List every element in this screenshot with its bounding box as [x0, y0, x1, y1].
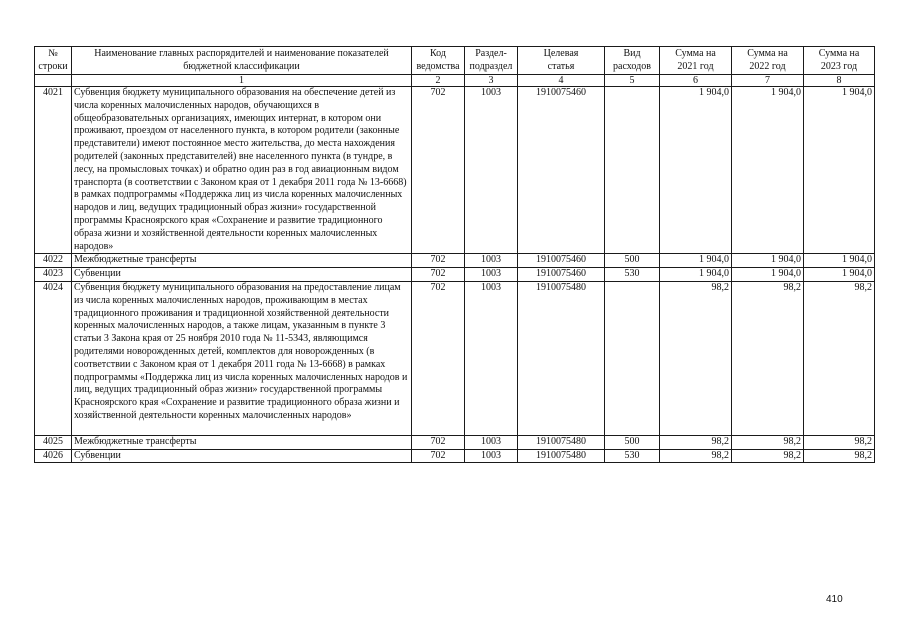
row-sum-2021: 1 904,0 — [660, 254, 732, 268]
row-sum-2023: 1 904,0 — [804, 87, 875, 254]
row-number: 4021 — [35, 87, 72, 254]
column-number-cell: 6 — [660, 75, 732, 87]
row-section: 1003 — [465, 281, 518, 435]
row-section: 1003 — [465, 254, 518, 268]
row-article: 1910075480 — [518, 281, 605, 435]
row-sum-2022: 98,2 — [732, 435, 804, 449]
row-dept-code: 702 — [412, 435, 465, 449]
row-name: Субвенции — [72, 268, 412, 282]
row-number: 4024 — [35, 281, 72, 435]
budget-table-sheet — [34, 46, 875, 463]
header-name: Наименование главных распорядителей и наименование показателей бюджетной классификации — [72, 47, 412, 75]
column-number-cell: 4 — [518, 75, 605, 87]
row-dept-code: 702 — [412, 254, 465, 268]
row-number: 4025 — [35, 435, 72, 449]
row-kind: 500 — [605, 254, 660, 268]
row-sum-2021: 98,2 — [660, 281, 732, 435]
table-row — [35, 449, 875, 463]
header-row-no: № строки — [35, 47, 72, 75]
header-sum-2023: Сумма на 2023 год — [804, 47, 875, 75]
row-article: 1910075480 — [518, 435, 605, 449]
header-section: Раздел- подраздел — [465, 47, 518, 75]
row-sum-2021: 1 904,0 — [660, 87, 732, 254]
row-kind: 500 — [605, 435, 660, 449]
column-number-cell — [35, 75, 72, 87]
column-number-row — [35, 75, 875, 87]
row-sum-2021: 98,2 — [660, 435, 732, 449]
column-number-cell: 8 — [804, 75, 875, 87]
row-sum-2023: 98,2 — [804, 281, 875, 435]
table-row — [35, 268, 875, 282]
row-sum-2022: 98,2 — [732, 281, 804, 435]
table-row — [35, 281, 875, 435]
row-dept-code: 702 — [412, 268, 465, 282]
row-article: 1910075480 — [518, 449, 605, 463]
header-kind: Вид расходов — [605, 47, 660, 75]
table-row — [35, 87, 875, 254]
column-number-cell: 7 — [732, 75, 804, 87]
column-number-cell: 1 — [72, 75, 412, 87]
row-kind — [605, 281, 660, 435]
page-number: 410 — [826, 594, 843, 605]
row-sum-2022: 1 904,0 — [732, 268, 804, 282]
row-kind: 530 — [605, 449, 660, 463]
row-dept-code: 702 — [412, 449, 465, 463]
row-section: 1003 — [465, 268, 518, 282]
table-row — [35, 254, 875, 268]
row-sum-2021: 1 904,0 — [660, 268, 732, 282]
row-number: 4023 — [35, 268, 72, 282]
column-number-cell: 3 — [465, 75, 518, 87]
row-name: Межбюджетные трансферты — [72, 254, 412, 268]
row-name: Субвенции — [72, 449, 412, 463]
column-number-cell: 5 — [605, 75, 660, 87]
row-dept-code: 702 — [412, 87, 465, 254]
header-sum-2022: Сумма на 2022 год — [732, 47, 804, 75]
row-sum-2023: 98,2 — [804, 435, 875, 449]
header-dept: Код ведомства — [412, 47, 465, 75]
column-number-cell: 2 — [412, 75, 465, 87]
row-name: Субвенция бюджету муниципального образования на предоставление лицам из числа коренных малочисленных народов, проживающим в местах традиционного проживания и традиционной хозяйственной деятельности коренных малочисленных народов, а также лицам, указанным в пункте 3 статьи 3 Закона края от 25 ноября 2010 года № 11-5343, являющимся родителями новорожденных детей, комплектов для новорожденных (в соответствии с Законом края от 1 декабря 2011 года № 13-6668) в рамках подпрограммы «Поддержка лиц из числа коренных малочисленных народов и лиц, ведущих традиционный образ жизни» государственной программы Красноярского края «Сохранение и развитие традиционного образа жизни и хозяйственной деятельности коренных малочисленных народов» — [72, 281, 412, 435]
row-section: 1003 — [465, 449, 518, 463]
row-sum-2022: 98,2 — [732, 449, 804, 463]
budget-table — [34, 46, 875, 463]
row-kind — [605, 87, 660, 254]
row-name: Межбюджетные трансферты — [72, 435, 412, 449]
row-sum-2021: 98,2 — [660, 449, 732, 463]
row-section: 1003 — [465, 87, 518, 254]
row-number: 4022 — [35, 254, 72, 268]
row-article: 1910075460 — [518, 268, 605, 282]
row-kind: 530 — [605, 268, 660, 282]
row-number: 4026 — [35, 449, 72, 463]
header-sum-2021: Сумма на 2021 год — [660, 47, 732, 75]
table-row — [35, 435, 875, 449]
header-article: Целевая статья — [518, 47, 605, 75]
row-sum-2022: 1 904,0 — [732, 254, 804, 268]
row-name: Субвенция бюджету муниципального образования на обеспечение детей из числа коренных малочисленных народов, обучающихся в общеобразовательных организациях, имеющих интернат, в котором они проживают, проездом от населенного пункта, в котором родители (законные представители) имеют постоянное место жительства, до места нахождения родителей (законных представителей) вне населенного пункта (в тундре, в лесу, на промысловых точках) и обратно один раз в год авиационным видом транспорта (в соответствии с Законом края от 1 декабря 2011 года № 13-6668) в рамках подпрограммы «Поддержка лиц из числа коренных малочисленных народов и лиц, ведущих традиционный образ жизни» государственной программы Красноярского края «Сохранение и развитие традиционного образа жизни и хозяйственной деятельности коренных малочисленных народов» — [72, 87, 412, 254]
row-article: 1910075460 — [518, 254, 605, 268]
row-sum-2023: 1 904,0 — [804, 254, 875, 268]
row-section: 1003 — [465, 435, 518, 449]
row-sum-2023: 98,2 — [804, 449, 875, 463]
row-sum-2023: 1 904,0 — [804, 268, 875, 282]
row-dept-code: 702 — [412, 281, 465, 435]
row-article: 1910075460 — [518, 87, 605, 254]
row-sum-2022: 1 904,0 — [732, 87, 804, 254]
header-row — [35, 47, 875, 75]
